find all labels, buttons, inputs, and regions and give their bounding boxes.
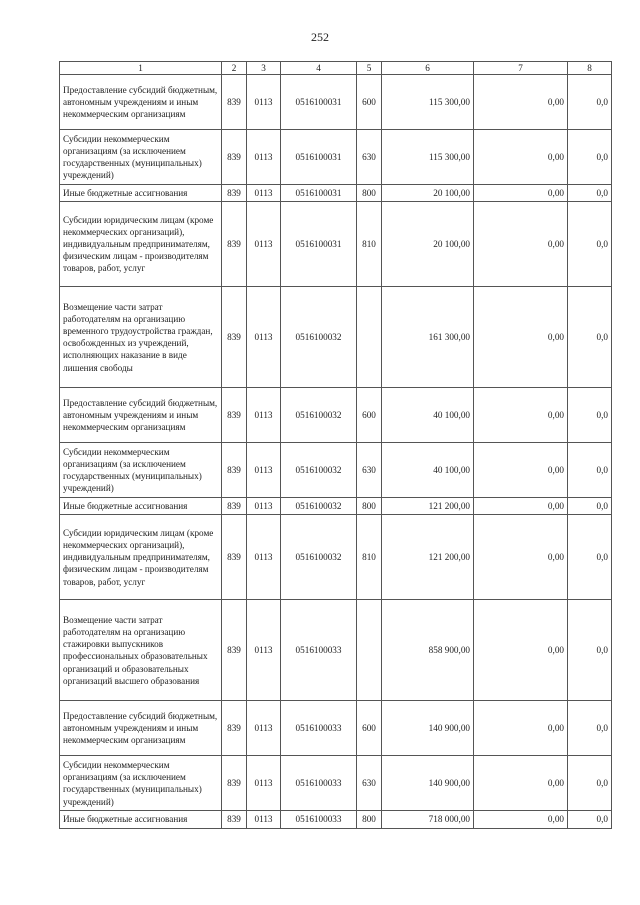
table-row xyxy=(60,498,612,515)
row-ministry-code: 839 xyxy=(222,600,247,701)
row-ministry-code: 839 xyxy=(222,388,247,443)
row-expense-type xyxy=(357,287,382,388)
row-ministry-code: 839 xyxy=(222,75,247,130)
budget-table xyxy=(59,61,612,829)
row-target-code: 0516100031 xyxy=(281,75,357,130)
page-number: 252 xyxy=(311,30,329,44)
row-expense-type: 630 xyxy=(357,130,382,185)
row-name: Предоставление субсидий бюджетным, автономным учреждениям и иным некоммерческим организациям xyxy=(60,75,222,130)
row-section-code: 0113 xyxy=(247,811,281,828)
row-section-code: 0113 xyxy=(247,75,281,130)
row-ministry-code: 839 xyxy=(222,811,247,828)
row-section-code: 0113 xyxy=(247,443,281,498)
table-row xyxy=(60,756,612,811)
row-ministry-code: 839 xyxy=(222,287,247,388)
row-name: Возмещение части затрат работодателям на организацию временного трудоустройства граждан, освобожденных из учреждений, исполняющих наказание в виде лишения свободы xyxy=(60,287,222,388)
row-name: Предоставление субсидий бюджетным, автономным учреждениям и иным некоммерческим организациям xyxy=(60,388,222,443)
row-amount-3: 0,0 xyxy=(568,130,612,185)
row-name: Субсидии юридическим лицам (кроме некоммерческих организаций), индивидуальным предпринимателям, физическим лицам - производителям товаров, работ, услуг xyxy=(60,515,222,600)
row-amount-2: 0,00 xyxy=(474,185,568,202)
row-amount-3: 0,0 xyxy=(568,185,612,202)
row-target-code: 0516100032 xyxy=(281,287,357,388)
row-ministry-code: 839 xyxy=(222,130,247,185)
row-target-code: 0516100032 xyxy=(281,388,357,443)
row-section-code: 0113 xyxy=(247,202,281,287)
row-name: Субсидии некоммерческим организациям (за исключением государственных (муниципальных) учреждений) xyxy=(60,756,222,811)
row-target-code: 0516100031 xyxy=(281,202,357,287)
header-cell: 3 xyxy=(247,62,281,75)
row-name: Иные бюджетные ассигнования xyxy=(60,185,222,202)
row-section-code: 0113 xyxy=(247,701,281,756)
row-amount-2: 0,00 xyxy=(474,202,568,287)
row-section-code: 0113 xyxy=(247,185,281,202)
row-target-code: 0516100031 xyxy=(281,130,357,185)
row-section-code: 0113 xyxy=(247,287,281,388)
row-amount-3: 0,0 xyxy=(568,443,612,498)
table-row xyxy=(60,515,612,600)
row-amount-3: 0,0 xyxy=(568,287,612,388)
row-expense-type: 810 xyxy=(357,202,382,287)
header-cell: 4 xyxy=(281,62,357,75)
header-cell: 1 xyxy=(60,62,222,75)
header-cell: 7 xyxy=(474,62,568,75)
row-target-code: 0516100032 xyxy=(281,443,357,498)
row-amount-2: 0,00 xyxy=(474,600,568,701)
table-row xyxy=(60,75,612,130)
row-amount-3: 0,0 xyxy=(568,756,612,811)
row-amount: 140 900,00 xyxy=(382,756,474,811)
row-target-code: 0516100032 xyxy=(281,515,357,600)
header-cell: 2 xyxy=(222,62,247,75)
row-name: Иные бюджетные ассигнования xyxy=(60,498,222,515)
row-section-code: 0113 xyxy=(247,515,281,600)
row-amount-2: 0,00 xyxy=(474,443,568,498)
row-name: Предоставление субсидий бюджетным, автономным учреждениям и иным некоммерческим организациям xyxy=(60,701,222,756)
row-amount-2: 0,00 xyxy=(474,701,568,756)
table-row xyxy=(60,443,612,498)
row-expense-type: 600 xyxy=(357,388,382,443)
row-target-code: 0516100033 xyxy=(281,600,357,701)
row-amount-2: 0,00 xyxy=(474,130,568,185)
table-row xyxy=(60,202,612,287)
row-amount: 115 300,00 xyxy=(382,130,474,185)
row-name: Иные бюджетные ассигнования xyxy=(60,811,222,828)
row-amount-3: 0,0 xyxy=(568,600,612,701)
row-expense-type: 800 xyxy=(357,811,382,828)
row-ministry-code: 839 xyxy=(222,202,247,287)
row-amount-2: 0,00 xyxy=(474,515,568,600)
table-row xyxy=(60,287,612,388)
row-amount-3: 0,0 xyxy=(568,701,612,756)
table-row xyxy=(60,811,612,828)
row-amount-3: 0,0 xyxy=(568,202,612,287)
row-ministry-code: 839 xyxy=(222,185,247,202)
row-section-code: 0113 xyxy=(247,130,281,185)
row-name: Субсидии юридическим лицам (кроме некоммерческих организаций), индивидуальным предпринимателям, физическим лицам - производителям товаров, работ, услуг xyxy=(60,202,222,287)
row-section-code: 0113 xyxy=(247,498,281,515)
row-amount: 115 300,00 xyxy=(382,75,474,130)
row-amount-2: 0,00 xyxy=(474,756,568,811)
row-section-code: 0113 xyxy=(247,600,281,701)
row-expense-type: 600 xyxy=(357,701,382,756)
row-amount: 140 900,00 xyxy=(382,701,474,756)
row-amount-2: 0,00 xyxy=(474,388,568,443)
row-expense-type: 800 xyxy=(357,498,382,515)
table-row xyxy=(60,185,612,202)
row-amount-3: 0,0 xyxy=(568,515,612,600)
row-ministry-code: 839 xyxy=(222,756,247,811)
row-amount: 40 100,00 xyxy=(382,388,474,443)
row-expense-type: 800 xyxy=(357,185,382,202)
row-expense-type: 630 xyxy=(357,756,382,811)
row-amount-3: 0,0 xyxy=(568,498,612,515)
row-target-code: 0516100031 xyxy=(281,185,357,202)
row-amount: 40 100,00 xyxy=(382,443,474,498)
table-row xyxy=(60,600,612,701)
row-amount: 20 100,00 xyxy=(382,185,474,202)
header-cell: 6 xyxy=(382,62,474,75)
row-amount: 858 900,00 xyxy=(382,600,474,701)
row-name: Возмещение части затрат работодателям на организацию стажировки выпускников профессиональных образовательных организаций и образовательных организаций высшего образования xyxy=(60,600,222,701)
row-name: Субсидии некоммерческим организациям (за исключением государственных (муниципальных) учреждений) xyxy=(60,130,222,185)
row-amount: 20 100,00 xyxy=(382,202,474,287)
row-amount: 121 200,00 xyxy=(382,515,474,600)
row-target-code: 0516100033 xyxy=(281,701,357,756)
row-ministry-code: 839 xyxy=(222,515,247,600)
table-header-row xyxy=(60,62,612,75)
header-cell: 8 xyxy=(568,62,612,75)
row-amount-2: 0,00 xyxy=(474,498,568,515)
row-target-code: 0516100032 xyxy=(281,498,357,515)
row-name: Субсидии некоммерческим организациям (за исключением государственных (муниципальных) учреждений) xyxy=(60,443,222,498)
row-expense-type: 630 xyxy=(357,443,382,498)
row-amount-2: 0,00 xyxy=(474,287,568,388)
row-expense-type: 600 xyxy=(357,75,382,130)
row-ministry-code: 839 xyxy=(222,498,247,515)
row-amount-3: 0,0 xyxy=(568,811,612,828)
row-ministry-code: 839 xyxy=(222,701,247,756)
table-row xyxy=(60,388,612,443)
row-target-code: 0516100033 xyxy=(281,811,357,828)
row-ministry-code: 839 xyxy=(222,443,247,498)
row-section-code: 0113 xyxy=(247,756,281,811)
row-expense-type: 810 xyxy=(357,515,382,600)
row-amount-3: 0,0 xyxy=(568,388,612,443)
row-target-code: 0516100033 xyxy=(281,756,357,811)
row-amount: 161 300,00 xyxy=(382,287,474,388)
row-expense-type xyxy=(357,600,382,701)
row-amount: 121 200,00 xyxy=(382,498,474,515)
row-amount-3: 0,0 xyxy=(568,75,612,130)
header-cell: 5 xyxy=(357,62,382,75)
row-amount: 718 000,00 xyxy=(382,811,474,828)
table-row xyxy=(60,701,612,756)
row-amount-2: 0,00 xyxy=(474,811,568,828)
row-amount-2: 0,00 xyxy=(474,75,568,130)
table-row xyxy=(60,130,612,185)
row-section-code: 0113 xyxy=(247,388,281,443)
